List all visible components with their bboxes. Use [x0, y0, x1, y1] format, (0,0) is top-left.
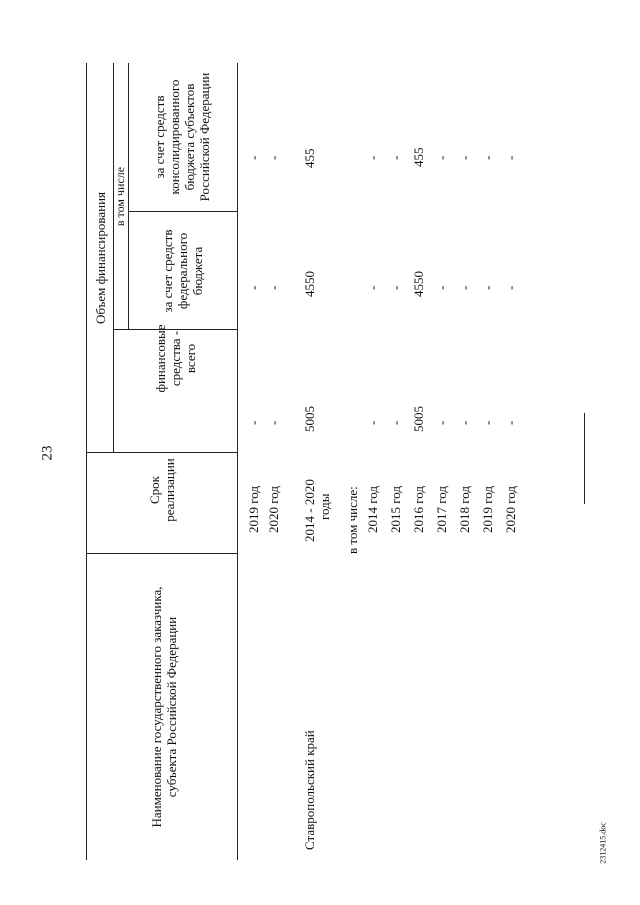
- region-period-line2: годы: [317, 493, 332, 520]
- table-row-year-regional: -: [503, 155, 518, 160]
- table-row-year-federal: -: [365, 285, 380, 290]
- table-row-year-period: 2014 год: [365, 486, 380, 533]
- table-row-year-regional: -: [365, 155, 380, 160]
- table-row-year-total: -: [434, 420, 449, 425]
- table-row-year-federal: -: [480, 285, 495, 290]
- header-name: Наименование государственного заказчика, субъекта Российской Федерации: [148, 586, 179, 828]
- col-divider-name: [86, 553, 237, 554]
- table-row-year-period: 2016 год: [411, 486, 426, 533]
- table-row-cont-2020-federal: -: [266, 285, 281, 290]
- table-row-cont-2019-federal: -: [246, 285, 261, 290]
- header-federal: за счет средств федерального бюджета: [159, 229, 205, 313]
- table-row-year-regional: -: [457, 155, 472, 160]
- header-period: Срок реализации: [146, 458, 177, 522]
- page-number: 23: [39, 445, 56, 461]
- header-bottom-border: [237, 63, 238, 860]
- table-row-cont-2019-total: -: [246, 420, 261, 425]
- table-row-cont-2020-regional: -: [266, 155, 281, 160]
- region-including-label: в том числе:: [345, 486, 360, 554]
- table-row-year-federal: 4550: [411, 271, 426, 297]
- region-total: 5005: [302, 406, 317, 432]
- table-top-border: [86, 63, 87, 860]
- separator-line: [584, 413, 585, 504]
- table-row-year-period: 2019 год: [480, 486, 495, 533]
- region-name: Ставропольский край: [302, 730, 317, 850]
- table-row-year-regional: -: [480, 155, 495, 160]
- col-divider-federal: [128, 211, 237, 212]
- header-funding-volume: Объем финансирования: [92, 191, 108, 325]
- document-filename: 2312415.doc: [598, 822, 608, 864]
- table-row-cont-2020-period: 2020 год: [266, 486, 281, 533]
- table-row-year-period: 2020 год: [503, 486, 518, 533]
- table-row-year-total: -: [480, 420, 495, 425]
- table-row-year-federal: -: [457, 285, 472, 290]
- table-row-year-total: -: [457, 420, 472, 425]
- table-row-year-regional: -: [434, 155, 449, 160]
- header-total: финансовые средства - всего: [152, 324, 198, 393]
- table-row-year-federal: -: [388, 285, 403, 290]
- table-row-cont-2019-period: 2019 год: [246, 486, 261, 533]
- header-including: в том числе: [113, 166, 127, 227]
- table-row-year-total: 5005: [411, 406, 426, 432]
- table-row-year-period: 2018 год: [457, 486, 472, 533]
- table-row-year-period: 2017 год: [434, 486, 449, 533]
- table-row-year-regional: 455: [411, 147, 426, 167]
- table-row-year-regional: -: [388, 155, 403, 160]
- header-regional: за счет средств консолидированного бюджета субъектов Российской Федерации: [152, 72, 212, 202]
- table-row-year-period: 2015 год: [388, 486, 403, 533]
- region-federal: 4550: [302, 271, 317, 297]
- table-row-cont-2020-total: -: [266, 420, 281, 425]
- including-subheader-line: [128, 63, 129, 330]
- region-regional: 455: [302, 148, 317, 168]
- table-row-year-federal: -: [434, 285, 449, 290]
- financing-table: [86, 63, 557, 860]
- table-row-year-total: -: [365, 420, 380, 425]
- region-period-line1: 2014 - 2020: [302, 479, 317, 542]
- table-row-year-total: -: [388, 420, 403, 425]
- table-row-cont-2019-regional: -: [246, 155, 261, 160]
- table-row-year-federal: -: [503, 285, 518, 290]
- table-row-year-total: -: [503, 420, 518, 425]
